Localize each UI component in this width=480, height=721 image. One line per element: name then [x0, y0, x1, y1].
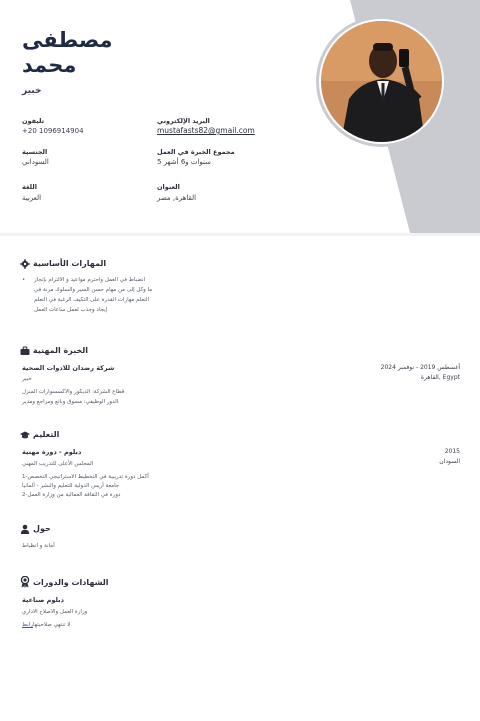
- education-country: السودان: [439, 458, 460, 465]
- certificate-validity-text: لا تنتهي صلاحيتها: [32, 622, 71, 628]
- email-link[interactable]: mustafasts82@gmail.com: [157, 126, 255, 135]
- experience-role: خبير: [22, 376, 32, 382]
- gear-icon: [20, 259, 30, 269]
- education-institution: المجلس الأعلى للتدريب المهني: [22, 461, 94, 467]
- last-name: محمد: [22, 53, 77, 77]
- education-line-3: دورة في الثقافة العمالية من وزارة العمل-2: [22, 492, 121, 498]
- certificate-name: دبلوم صناعية: [22, 596, 64, 604]
- first-name: مصطفى: [22, 28, 113, 52]
- skills-line-2: ما وكل إلى من مهام حسن السير والسلوك مرنة في: [34, 287, 153, 293]
- certificate-link[interactable]: رابط: [22, 622, 33, 628]
- skills-line-3: التعلم مهارات القدرة على التكيف الرغبة في التعلم: [34, 297, 150, 303]
- experience-sector: قطاع الشركة: الديكور والاكسسوارات المنزل: [22, 389, 125, 395]
- skills-bullet: •: [22, 277, 26, 283]
- briefcase-icon: [20, 346, 30, 356]
- address-label: العنوان: [157, 183, 180, 191]
- profile-photo: [321, 21, 442, 142]
- certificates-section-title: الشهادات والدورات: [33, 578, 109, 587]
- experience-total-label: مجموع الخبرة في العمل: [157, 148, 235, 156]
- person-avatar-image: [321, 21, 442, 142]
- skills-section-title: المهارات الأساسية: [33, 259, 107, 268]
- experience-date: أغسطس 2019 - نوفمبر 2024: [380, 364, 460, 371]
- certificate-validity: [22, 622, 70, 628]
- about-section-title: حول: [33, 524, 51, 533]
- language-value: العربية: [22, 194, 42, 202]
- phone-label: تليفون: [22, 117, 45, 125]
- education-year: 2015: [444, 448, 460, 455]
- experience-total-value: سنوات و6 أشهر 5: [157, 158, 212, 166]
- education-line-2: جامعة أريس الدولية للتعليم والنشر - ألمانيا: [22, 483, 120, 489]
- nationality-label: الجنسية: [22, 148, 48, 156]
- email-label: البريد الإلكتروني: [157, 117, 210, 125]
- about-text: أمانة و انظباط: [22, 543, 55, 549]
- skills-line-4: إيجاد وجذب لعمل ساعات العمل: [34, 307, 108, 313]
- graduation-cap-icon: [20, 430, 30, 440]
- nationality-value: السوداني: [22, 158, 49, 166]
- education-line-1: أكمل دورة تدريبية في التخطيط الاستراتيجي التخصص-1: [22, 474, 149, 480]
- experience-section-title: الخبرة المهنية: [33, 346, 89, 355]
- cv-body: [0, 236, 480, 721]
- award-icon: [20, 576, 30, 588]
- user-icon: [20, 524, 30, 534]
- education-degree: دبلوم - دورة مهنية: [22, 448, 82, 456]
- experience-company: شركة رضدان للادوات الصحية: [22, 364, 115, 372]
- experience-duties: الدور الوظيفي: مسوق وبائع ومراجع ومدير: [22, 399, 119, 405]
- job-title: خبير: [22, 86, 42, 96]
- address-value: القاهرة, مصر: [157, 194, 197, 202]
- cv-header: [0, 0, 480, 233]
- phone-value[interactable]: +20 1096914904: [22, 127, 84, 135]
- language-label: اللغة: [22, 183, 37, 191]
- education-section-title: التعليم: [33, 430, 60, 439]
- experience-location: القاهرة, Egypt: [420, 374, 460, 381]
- skills-line-1: انضباط في العمل واحترم مواعيد و الالتزام بإنجاز: [34, 277, 145, 283]
- certificate-issuer: وزارة العمل والاصلاح الاداري: [22, 609, 88, 615]
